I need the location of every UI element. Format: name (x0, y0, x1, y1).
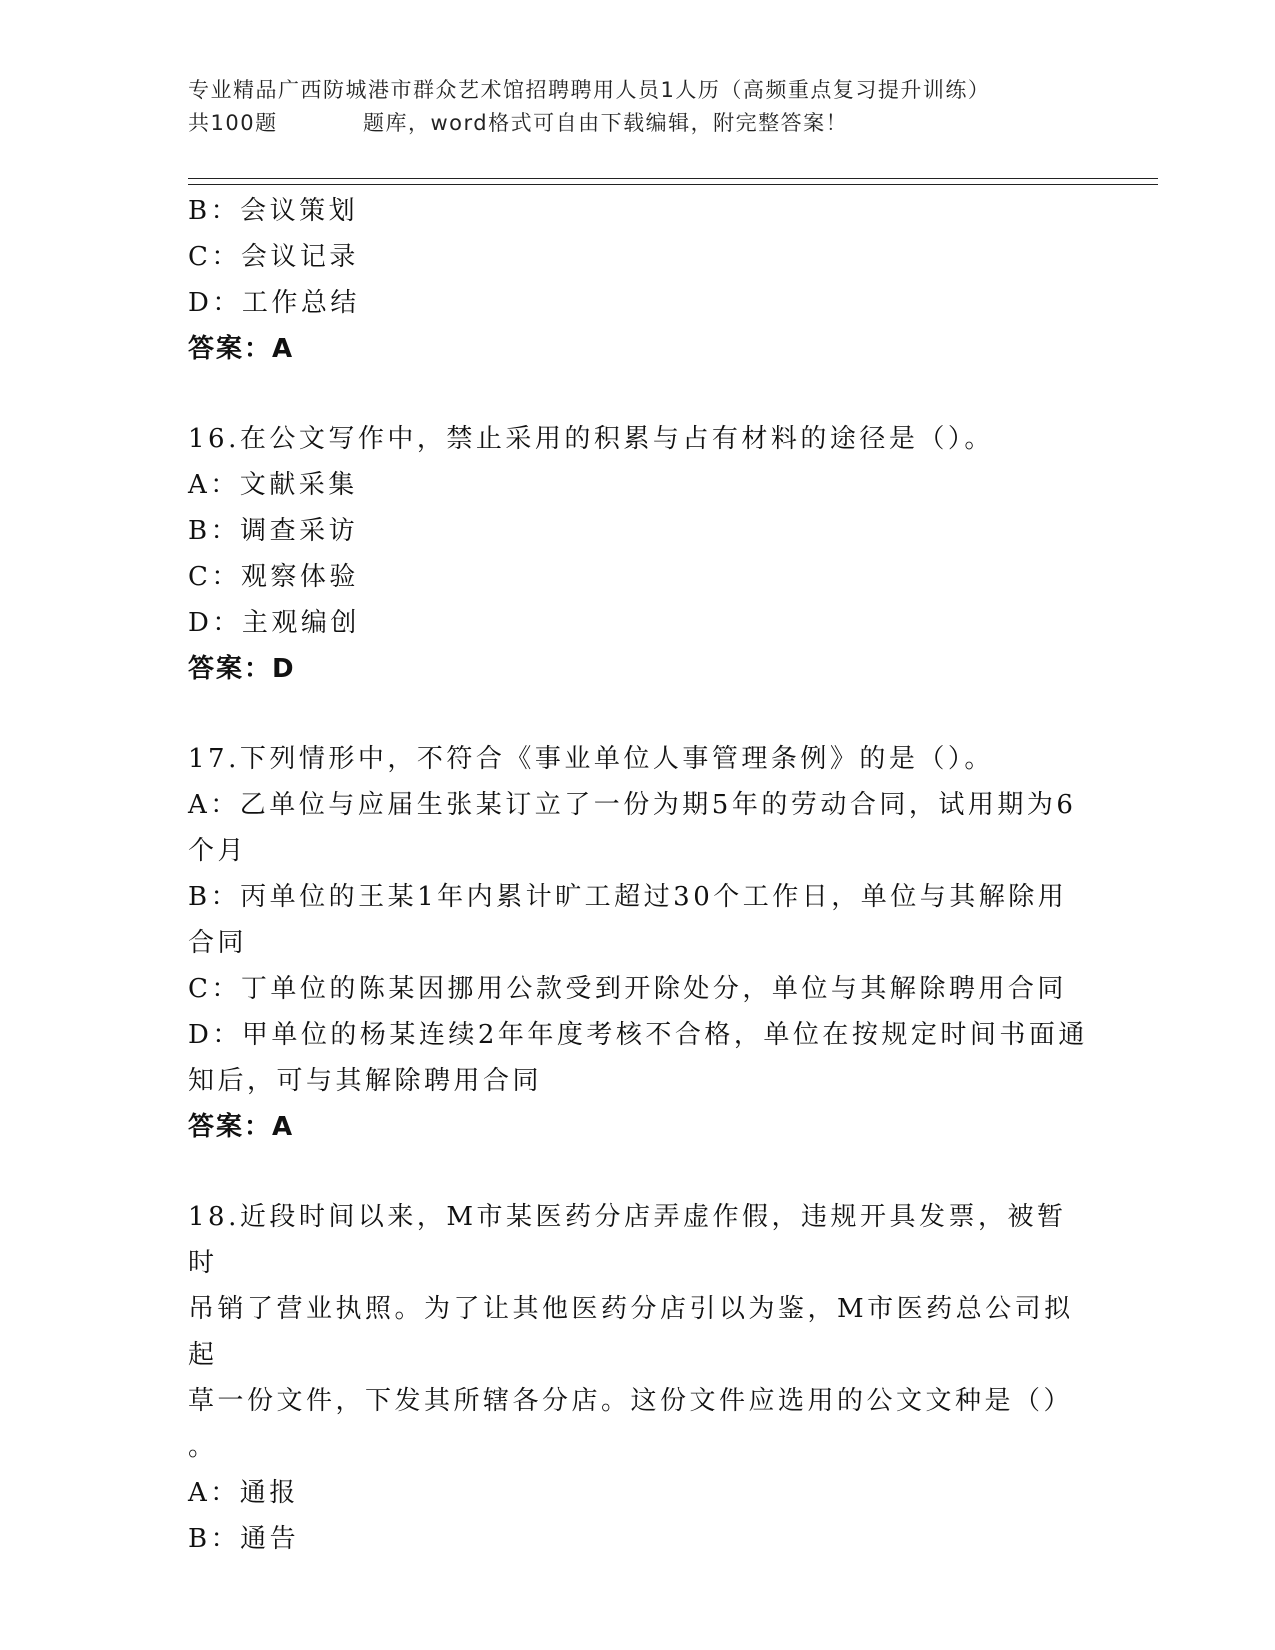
question-stem: 18.近段时间以来，M市某医药分店弄虚作假，违规开具发票，被暂时 (188, 1202, 1067, 1278)
option-b: B：丙单位的王某1年内累计旷工超过30个工作日，单位与其解除用 (188, 882, 1068, 912)
option-b: B：通告 (188, 1524, 300, 1554)
option-a: A：乙单位与应届生张某订立了一份为期5年的劳动合同，试用期为6 (188, 790, 1077, 820)
question-16 (188, 416, 1088, 692)
question-stem: 16.在公文写作中，禁止采用的积累与占有材料的途径是（）。 (188, 424, 994, 454)
answer: 答案：A (188, 1112, 295, 1142)
option-c: C：丁单位的陈某因挪用公款受到开除处分，单位与其解除聘用合同 (188, 974, 1067, 1004)
question-stem-continued: 吊销了营业执照。为了让其他医药分店引以为鉴，M市医药总公司拟起 (188, 1294, 1074, 1370)
header-subtitle-line (188, 107, 1088, 140)
document-body (188, 188, 1088, 1562)
option-b-continued: 合同 (188, 928, 248, 958)
question-17 (188, 736, 1088, 1150)
question-18 (188, 1194, 1088, 1562)
option-d: D：主观编创 (188, 608, 360, 638)
option-d: D：甲单位的杨某连续2年年度考核不合格，单位在按规定时间书面通 (188, 1020, 1088, 1050)
option-a: A：文献采集 (188, 470, 358, 500)
option-b: B：会议策划 (188, 196, 359, 226)
option-d-continued: 知后，可与其解除聘用合同 (188, 1066, 543, 1096)
question-stem: 17.下列情形中，不符合《事业单位人事管理条例》的是（）。 (188, 744, 994, 774)
question-stem-continued: 。 (188, 1432, 218, 1462)
answer: 答案：D (188, 654, 296, 684)
option-c: C：会议记录 (188, 242, 359, 272)
header-divider-bottom (188, 184, 1158, 185)
header-divider-top (188, 178, 1158, 179)
header-title-line: 专业精品广西防城港市群众艺术馆招聘聘用人员1人历（高频重点复习提升训练） (188, 78, 991, 102)
header-description: 题库，word格式可自由下载编辑，附完整答案！ (363, 111, 849, 135)
option-b: B：调查采访 (188, 516, 359, 546)
option-a-continued: 个月 (188, 836, 248, 866)
question-stem-continued: 草一份文件，下发其所辖各分店。这份文件应选用的公文文种是（） (188, 1386, 1074, 1416)
option-d: D：工作总结 (188, 288, 360, 318)
question-15 (188, 188, 1088, 372)
header-question-count: 共100题 (188, 111, 278, 135)
answer: 答案：A (188, 334, 295, 364)
page-header (188, 74, 1088, 140)
option-c: C：观察体验 (188, 562, 359, 592)
option-a: A：通报 (188, 1478, 299, 1508)
